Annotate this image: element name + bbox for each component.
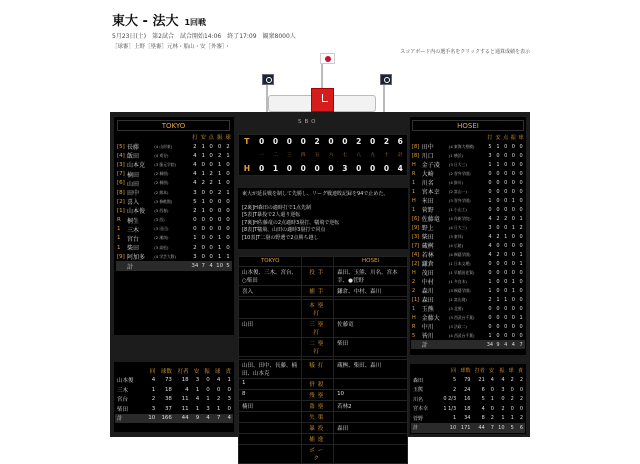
player-name-link[interactable]: 宮本幸 [421, 189, 440, 196]
player-name-link[interactable]: 田中 [126, 190, 139, 198]
player-name-link[interactable]: 佐藤竜 [421, 216, 440, 223]
batter-row: [2] 喜入 (3 修猷館) 5 1 0 0 0 [117, 198, 230, 207]
batter-row: [7] 蔵桝 (4 広陵) 4 0 0 0 0 [412, 242, 523, 250]
player-name-link[interactable]: 玉熊 [421, 306, 434, 313]
pitcher-row: 川名 0 2/3 16 5 1 0 2 2 [413, 396, 523, 403]
hosei-batting-table: 打 安 点 振 球 [8] 田中 (4 東海大相模) 5 1 0 0 0 [8] 川口 (1 横浜) 3 0 0 0 0 H 金子凌 (3 日大三) 1 1 0 0 0 R 大崎 (2 智弁学園) 0 0 0 0 0 1 川名 (4 掛川) 0 0 0 0 0 1 宮本幸 (2 富山一) 0 0 0 0 0 H 米田 (3 智弁学園) 1 0 0 1 0 1 菅野 (1 小山工) 0 0 0 0 0 [6] 佐藤竜 (4 作新学院) 4 2 2 0 1 [9] 野上 (4 日大三) 3 0 0 1 2 [3] 柴田 (3 東邦) 4 2 1 0 0 [7] 蔵桝 (4 広陵) 4 0 0 0 0 [4] 若林 (4 桐蔭学園) 4 2 0 0 1 [2] 鎌倉 (1 日本文理) 0 0 0 0 1 H 茂田 (1 早稲田佐賀) 0 0 0 0 0 2 中村 (1 多良木) 1 0 0 1 0 2 森川 (3 桐蔭学園) 1 0 0 1 0 [1] 森田 (1 富山商) 2 1 1 0 0 1 玉熊 (3 北照) 0 0 0 0 0 H 金藤大 (3 西武台千葉) 0 0 0 0 1 R 中川 (3 法政二) 0 0 0 0 0 5 皆川 (4 西武台千葉) 1 0 0 0 0 計 34 9 4 4 7 [412, 134, 524, 349]
player-name-link[interactable]: 森田 [413, 377, 424, 384]
player-name-link[interactable]: 柴田 [126, 245, 139, 253]
batter-row: [7] 楠田 (2 桐朋) 4 1 2 1 0 [117, 171, 230, 179]
batter-row: 5 皆川 (4 西武台千葉) 1 0 0 0 0 [412, 332, 523, 340]
batter-row: H 金子凌 (3 日大三) 1 1 0 0 0 [412, 161, 523, 169]
player-name-link[interactable]: 野上 [421, 225, 434, 232]
game-summary [238, 188, 408, 249]
summary-lead: 東大が延長戦を制して先勝し、リーグ戦連敗記録を94で止めた。 [242, 191, 389, 197]
player-name-link[interactable]: 中村 [421, 279, 434, 286]
player-name-link[interactable]: 皆川 [421, 333, 434, 340]
page-title [112, 10, 206, 29]
player-name-link[interactable]: 楠田 [126, 171, 139, 179]
batting-total-row: 計 34 7 4 10 5 [116, 261, 232, 270]
batter-row: [4] 飯田 (4 刈谷) 4 1 0 2 1 [117, 152, 230, 161]
sbo-indicator: SBO [298, 119, 319, 125]
record-row: 8 残塁 10 [239, 390, 408, 401]
records-table: TOKYO HOSEI 山本俊、三木、宮台、○柴田 投手 森田、玉熊、川名、宮本幸、●菅野 喜入 捕手 鎌倉、中村、森川 本塁打 山田 三塁打 佐藤竜 二塁打 柴田 山田、田中、長藤、楠田、山本克 犠打 蔵桝、柴田、森川 1 併殺 8 残塁 10 楠田 盗塁 若林2 失策 暴投 森田 捕逸 ボーク [238, 256, 408, 464]
batter-row: [9] 阿加多 (4 学芸大附) 3 0 0 1 1 [117, 253, 230, 262]
record-row: 本塁打 [239, 300, 408, 319]
player-name-link[interactable]: 田中 [421, 144, 434, 151]
record-row: 二塁打 柴田 [239, 338, 408, 357]
batter-row: R 中川 (3 法政二) 0 0 0 0 0 [412, 323, 523, 331]
batter-row: [1] 山本俊 (3 西春) 2 1 0 0 0 [117, 207, 230, 216]
record-row: 楠田 盗塁 若林2 [239, 401, 408, 412]
player-name-link[interactable]: 菅野 [413, 415, 424, 422]
line-score [238, 134, 408, 176]
player-name-link[interactable]: 菅野 [421, 207, 434, 214]
inning-headers: 一 二 三 四 五 六 七 八 九 十 計 [259, 152, 403, 158]
hosei-team-name: HOSEI [412, 120, 524, 131]
player-name-link[interactable]: 森川 [421, 288, 434, 295]
batter-row: H 米田 (3 智弁学園) 1 0 0 1 0 [412, 197, 523, 205]
batter-row: [8] 川口 (1 横浜) 3 0 0 0 0 [412, 152, 523, 160]
summary-point: [8表]T犠飛、山田の適時3塁打で同点 [242, 227, 326, 234]
player-name-link[interactable]: 柴田 [421, 234, 434, 241]
player-name-link[interactable]: 金藤大 [421, 315, 440, 322]
summary-point: [7裏]H佐藤竜の2点適時3塁打、犠飛で逆転 [242, 219, 340, 226]
record-row: 暴投 森田 [239, 423, 408, 434]
umpires: ［球審］上野［塁審］元林・船山・安［外審］・ [112, 44, 231, 50]
pitching-total-row: 計 10 166 44 9 4 7 4 [117, 415, 231, 423]
player-name-link[interactable]: 鎌倉 [421, 261, 434, 268]
japan-flag-icon [320, 53, 335, 64]
player-name-link[interactable]: 喜入 [126, 199, 139, 207]
tokyo-batting-table: 打 安 点 振 球 [5] 長藤 (4 山形東) 2 1 0 0 2 [4] 飯田 (4 刈谷) 4 1 0 2 1 [3] 山本克 (3 藤元学院) 4 0 0 1 0 [7] 楠田 (2 桐朋) 4 1 2 1 0 [6] 山田 (2 桐朋) 4 2 2 1 0 [8] 田中 (2 熊本) 3 0 0 2 1 [2] 喜入 (3 修猷館) 5 1 0 0 0 [1] 山本俊 (3 西春) 2 1 0 0 0 R 桐生 (3 西) 0 0 0 0 0 1 三木 (3 田辺) 0 0 0 0 0 1 宮台 (2 湘南) 1 0 0 1 0 1 柴田 (3 高松) 2 0 0 1 0 [9] 阿加多 (4 学芸大附) 3 0 0 1 1 計 34 7 4 10 5 [117, 135, 231, 271]
record-row: 1 併殺 [239, 379, 408, 390]
batter-row: H 金藤大 (3 西武台千葉) 0 0 0 0 1 [412, 314, 523, 322]
batter-row: [8] 田中 (4 東海大相模) 5 1 0 0 0 [412, 143, 523, 151]
player-name-link[interactable]: 川名 [421, 180, 434, 187]
batter-row: 1 柴田 (3 高松) 2 0 0 1 0 [117, 244, 230, 253]
line-score-top: T 0 0 0 0 2 0 0 2 0 2 6 [244, 137, 403, 147]
player-name-link[interactable]: 三木 [117, 387, 129, 394]
batter-row: [6] 山田 (2 桐朋) 4 2 2 1 0 [117, 180, 230, 188]
batter-row: 1 菅野 (1 小山工) 0 0 0 0 0 [412, 206, 523, 214]
summary-point: [5表]T暴投で2人還り逆転 [242, 212, 301, 219]
batter-row: [3] 山本克 (3 藤元学院) 4 0 0 1 0 [117, 161, 230, 170]
batter-row: 1 玉熊 (3 北照) 0 0 0 0 0 [412, 305, 523, 313]
player-name-link[interactable]: 宮台 [126, 235, 139, 243]
player-name-link[interactable]: 川口 [421, 153, 434, 160]
game-meta: 5月23日(土) 第2試合 試合開始14:06 終了17:09 観衆8000人 [112, 33, 296, 40]
batter-row: [1] 森田 (1 富山商) 2 1 1 0 0 [412, 296, 523, 304]
pitcher-row: 玉熊 2 24 6 0 3 0 0 [413, 386, 523, 394]
player-name-link[interactable]: 蔵桝 [421, 243, 434, 250]
batter-row: [2] 鎌倉 (1 日本文理) 0 0 0 0 1 [412, 260, 523, 268]
player-name-link[interactable]: 宮本幸 [413, 406, 429, 413]
player-name-link[interactable]: 長藤 [126, 144, 139, 152]
batter-row: R 大崎 (2 智弁学園) 0 0 0 0 0 [412, 170, 523, 178]
batter-row: [9] 野上 (4 日大三) 3 0 0 1 2 [412, 224, 523, 232]
player-name-link[interactable]: 山本俊 [126, 208, 145, 216]
batter-row: [6] 佐藤竜 (4 作新学院) 4 2 2 0 1 [412, 215, 523, 223]
batter-row: [4] 若林 (4 桐蔭学園) 4 2 0 0 1 [412, 251, 523, 259]
player-name-link[interactable]: 森田 [421, 297, 434, 304]
player-name-link[interactable]: 大崎 [421, 171, 434, 178]
team-flag-icon [262, 74, 274, 85]
player-name-link[interactable]: 米田 [421, 198, 434, 205]
team-flag-icon [380, 74, 392, 85]
record-row: 山田、田中、長藤、楠田、山本克 犠打 蔵桝、柴田、森川 [239, 360, 408, 379]
player-name-link[interactable]: 宮台 [117, 397, 129, 404]
batter-row: H 茂田 (1 早稲田佐賀) 0 0 0 0 0 [412, 269, 523, 277]
batter-row: 1 宮本幸 (2 富山一) 0 0 0 0 0 [412, 188, 523, 196]
batter-row: [8] 田中 (2 熊本) 3 0 0 2 1 [117, 189, 230, 198]
player-name-link[interactable]: 柴田 [117, 406, 129, 413]
player-name-link[interactable]: 川名 [413, 396, 424, 403]
pitching-total-row: 計 10 171 44 7 10 5 6 [413, 424, 523, 432]
pitcher-row: 山本俊 4 73 18 3 0 4 1 [117, 377, 231, 385]
pitcher-row: 菅野 1 34 8 2 1 1 2 [413, 415, 523, 422]
record-row: 失策 [239, 412, 408, 423]
player-name-link[interactable]: 桐生 [126, 217, 139, 225]
player-name-link[interactable]: 玉熊 [413, 387, 424, 394]
line-score-bottom: H 0 1 0 0 0 0 3 0 0 0 4 [243, 163, 403, 173]
batter-row: 1 川名 (4 掛川) 0 0 0 0 0 [412, 179, 523, 187]
record-row: 喜入 捕手 鎌倉、中村、森川 [239, 286, 408, 297]
record-row: 山本俊、三木、宮台、○柴田 投手 森田、玉熊、川名、宮本幸、●菅野 [239, 267, 408, 286]
pitcher-row: 森田 5 79 21 4 4 2 2 [413, 377, 523, 384]
batter-row: [5] 長藤 (4 山形東) 2 1 0 0 2 [117, 143, 230, 152]
player-name-link[interactable]: 中川 [421, 324, 434, 331]
clock-icon [311, 88, 334, 112]
batter-row: 2 中村 (1 多良木) 1 0 0 1 0 [412, 278, 523, 286]
record-row: ボーク [239, 445, 408, 464]
summary-point: [10表]T二塁の野選で2点勝ち越し [242, 234, 319, 241]
player-name-link[interactable]: 若林 [421, 252, 434, 259]
summary-point: [2裏]H森田の適時打で1点先制 [242, 204, 312, 211]
player-name-link[interactable]: 山本克 [126, 162, 145, 170]
record-row: 山田 三塁打 佐藤竜 [239, 319, 408, 338]
pitcher-row: 柴田 3 37 11 1 3 1 0 [117, 405, 231, 413]
round-label: 1回戦 [184, 18, 207, 27]
tokyo-pitching-table: 回 球数 打者 安 振 球 責 山本俊 4 73 18 3 0 4 1 三木 1 18 4 1 0 0 0 宮台 2 38 11 4 1 2 3 柴田 3 37 11 1 3 1 0 計 10 166 44 9 4 7 4 [117, 368, 231, 423]
player-name-link[interactable]: 山本俊 [117, 378, 134, 385]
batter-row: 1 宮台 (2 湘南) 1 0 0 1 0 [117, 235, 230, 243]
pitcher-row: 三木 1 18 4 1 0 0 0 [117, 386, 231, 394]
batter-row: 1 三木 (3 田辺) 0 0 0 0 0 [117, 226, 230, 234]
player-name-link[interactable]: 茂田 [421, 270, 434, 277]
batter-row: 2 森川 (3 桐蔭学園) 1 0 0 1 0 [412, 287, 523, 295]
batting-total-row: 計 34 9 4 4 7 [411, 340, 525, 349]
player-name-link[interactable]: 山田 [126, 180, 139, 188]
click-hint: スコアボード内の選手名をクリックすると通算成績を表示 [400, 49, 530, 55]
game-title: 東大 - 法大 [112, 14, 179, 29]
batter-row: R 桐生 (3 西) 0 0 0 0 0 [117, 217, 230, 225]
record-row: 捕逸 [239, 434, 408, 445]
player-name-link[interactable]: 飯田 [126, 153, 139, 161]
batter-row: [3] 柴田 (3 東邦) 4 2 1 0 0 [412, 233, 523, 241]
pitcher-row: 宮台 2 38 11 4 1 2 3 [117, 396, 231, 404]
player-name-link[interactable]: 三木 [126, 226, 139, 234]
tokyo-team-name: TOKYO [117, 120, 230, 131]
pitcher-row: 宮本幸 1 1/3 18 4 0 2 0 0 [413, 405, 523, 413]
player-name-link[interactable]: 阿加多 [126, 254, 145, 262]
player-name-link[interactable]: 金子凌 [421, 162, 440, 169]
hosei-pitching-table: 回 球数 打者 安 振 球 責 森田 5 79 21 4 4 2 2 玉熊 2 24 6 0 3 0 0 川名 0 2/3 16 5 1 0 2 2 宮本幸 1 1/3 18 4 0 2 0 0 菅野 1 34 8 2 1 1 2 計 10 171 44 7 10 5 6 [413, 368, 523, 432]
